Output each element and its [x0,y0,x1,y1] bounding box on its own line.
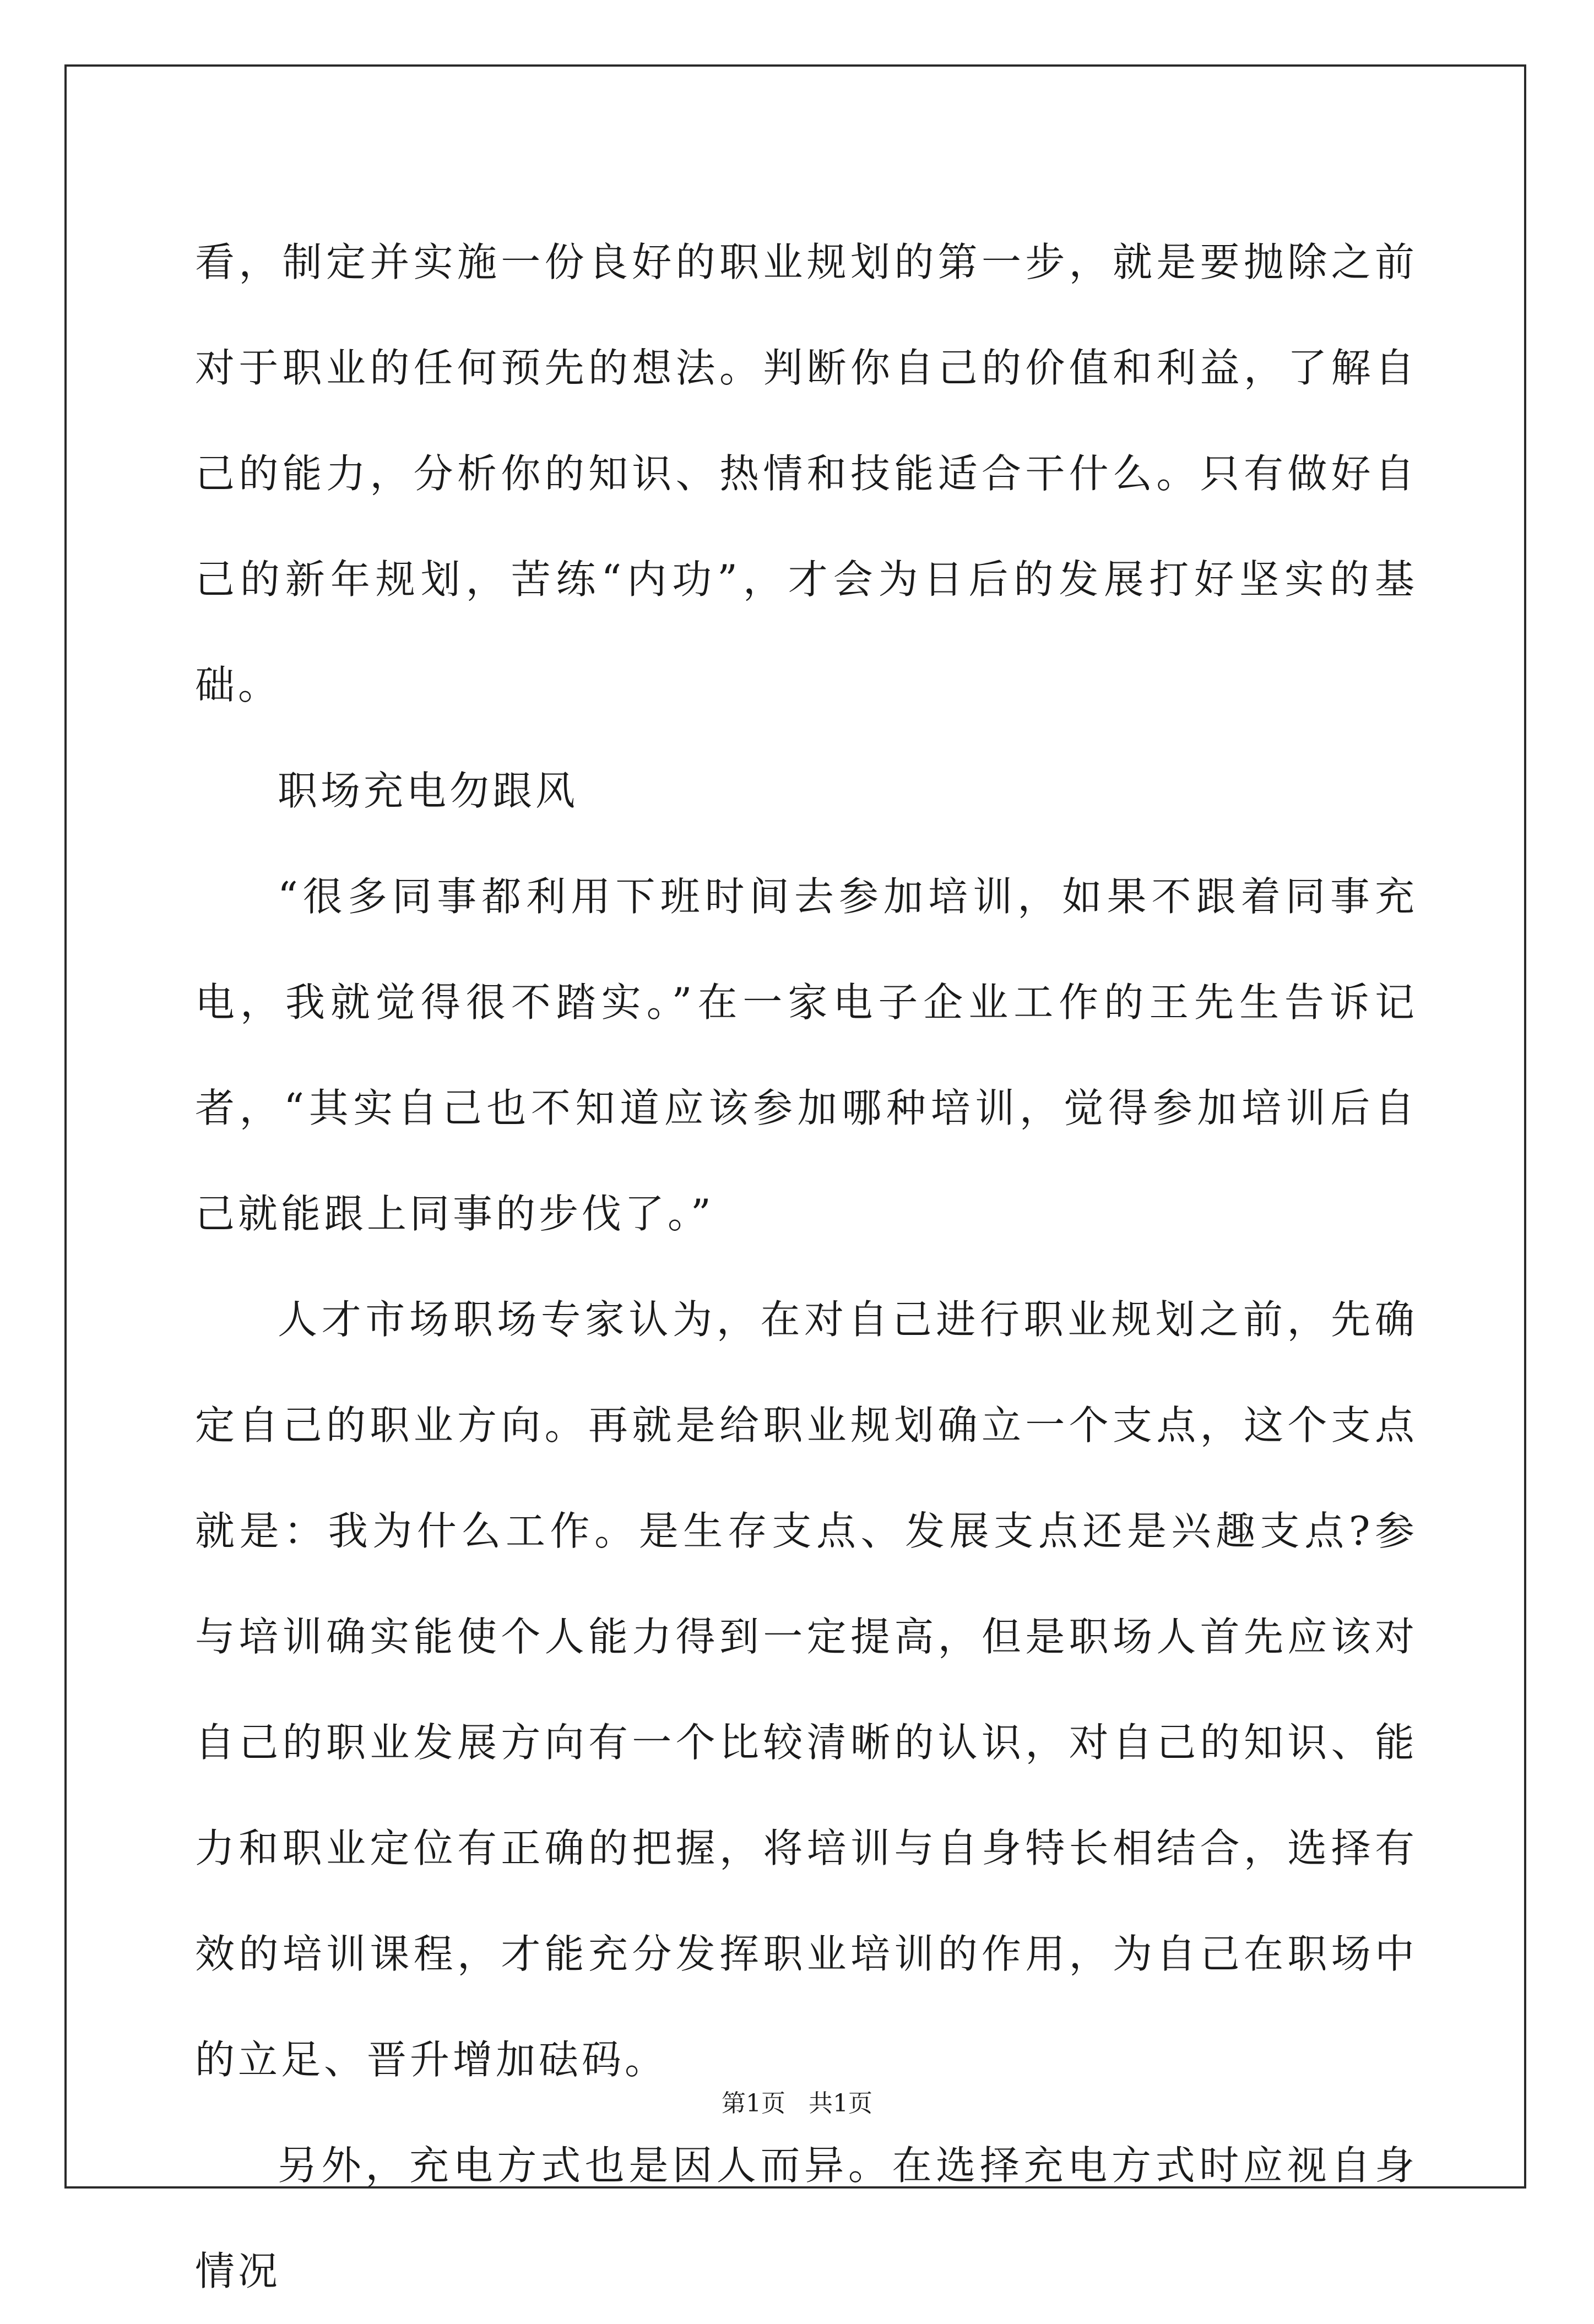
page-total: 共1页 [809,2089,872,2117]
paragraph-3: “很多同事都利用下班时间去参加培训，如果不跟着同事充电，我就觉得很不踏实。”在一家电子企业工作的王先生告诉记者，“其实自己也不知道应该参加哪种培训，觉得参加培训后自己就能跟上同事的步伐了。” [195,873,1418,1237]
paragraph-1: 看，制定并实施一份良好的职业规划的第一步，就是要抛除之前对于职业的任何预先的想法。判断你自己的价值和利益，了解自己的能力，分析你的知识、热情和技能适合干什么。只有做好自己的新年规划，苦练“内功”，才会为日后的发展打好坚实的基础。 [195,239,1418,708]
page-number: 第1页 [722,2089,785,2117]
document-body [195,209,1418,2324]
paragraph-5: 另外，充电方式也是因人而异。在选择充电方式时应视自身情况 [195,2142,1418,2294]
paragraph-4: 人才市场职场专家认为，在对自己进行职业规划之前，先确定自己的职业方向。再就是给职业规划确立一个支点，这个支点就是：我为什么工作。是生存支点、发展支点还是兴趣支点?参与培训确实能使个人能力得到一定提高，但是职场人首先应该对自己的职业发展方向有一个比较清晰的认识，对自己的知识、能力和职业定位有正确的把握，将培训与自身特长相结合，选择有效的培训课程，才能充分发挥职业培训的作用，为自己在职场中的立足、晋升增加砝码。 [195,1296,1418,2083]
section-heading: 职场充电勿跟风 [278,768,579,814]
page-footer [0,2087,1594,2120]
